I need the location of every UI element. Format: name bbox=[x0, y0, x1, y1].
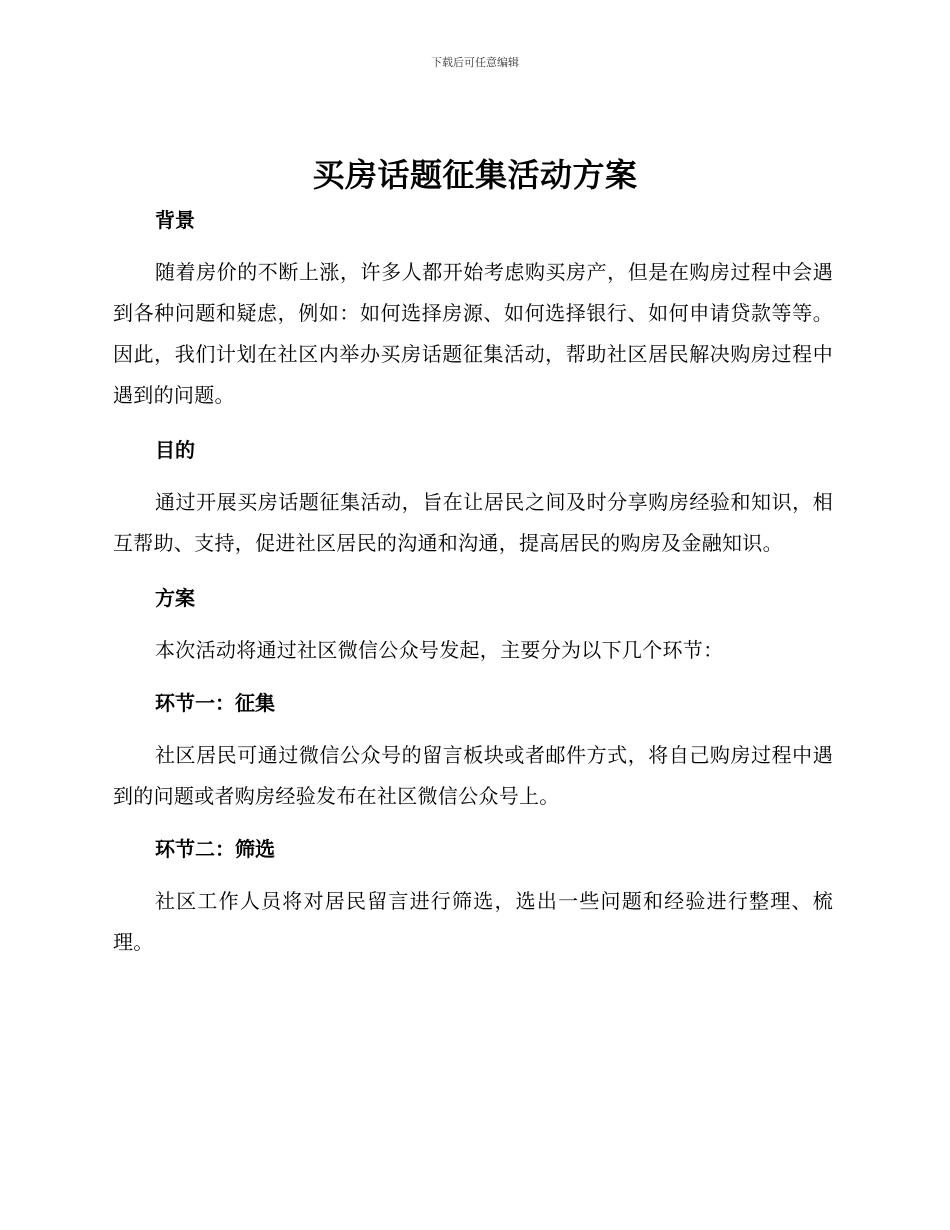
section-heading-purpose: 目的 bbox=[155, 438, 195, 462]
document-title: 买房话题征集活动方案 bbox=[312, 156, 638, 194]
section-heading-step2: 环节二：筛选 bbox=[155, 837, 275, 861]
section-heading-plan: 方案 bbox=[155, 586, 195, 610]
section-text-background: 随着房价的不断上涨，许多人都开始考虑购买房产，但是在购房过程中会遇到各种问题和疑虑，例如：如何选择房源、如何选择银行、如何申请贷款等等。因此，我们计划在社区内举办买房话题征集活动，帮助社区居民解决购房过程中遇到的问题。 bbox=[113, 260, 833, 407]
section-text-step2: 社区工作人员将对居民留言进行筛选，选出一些问题和经验进行整理、梳理。 bbox=[113, 889, 833, 954]
section-heading-background: 背景 bbox=[155, 208, 195, 232]
header-note: 下载后可任意编辑 bbox=[431, 56, 519, 69]
section-text-purpose: 通过开展买房话题征集活动，旨在让居民之间及时分享购房经验和知识，相互帮助、支持，促进社区居民的沟通和沟通，提高居民的购房及金融知识。 bbox=[113, 490, 833, 555]
section-heading-step1: 环节一：征集 bbox=[155, 691, 275, 715]
document-body bbox=[113, 200, 833, 963]
section-text-plan: 本次活动将通过社区微信公众号发起，主要分为以下几个环节： bbox=[155, 638, 724, 662]
section-text-step1: 社区居民可通过微信公众号的留言板块或者邮件方式，将自己购房过程中遇到的问题或者购房经验发布在社区微信公众号上。 bbox=[113, 743, 833, 808]
